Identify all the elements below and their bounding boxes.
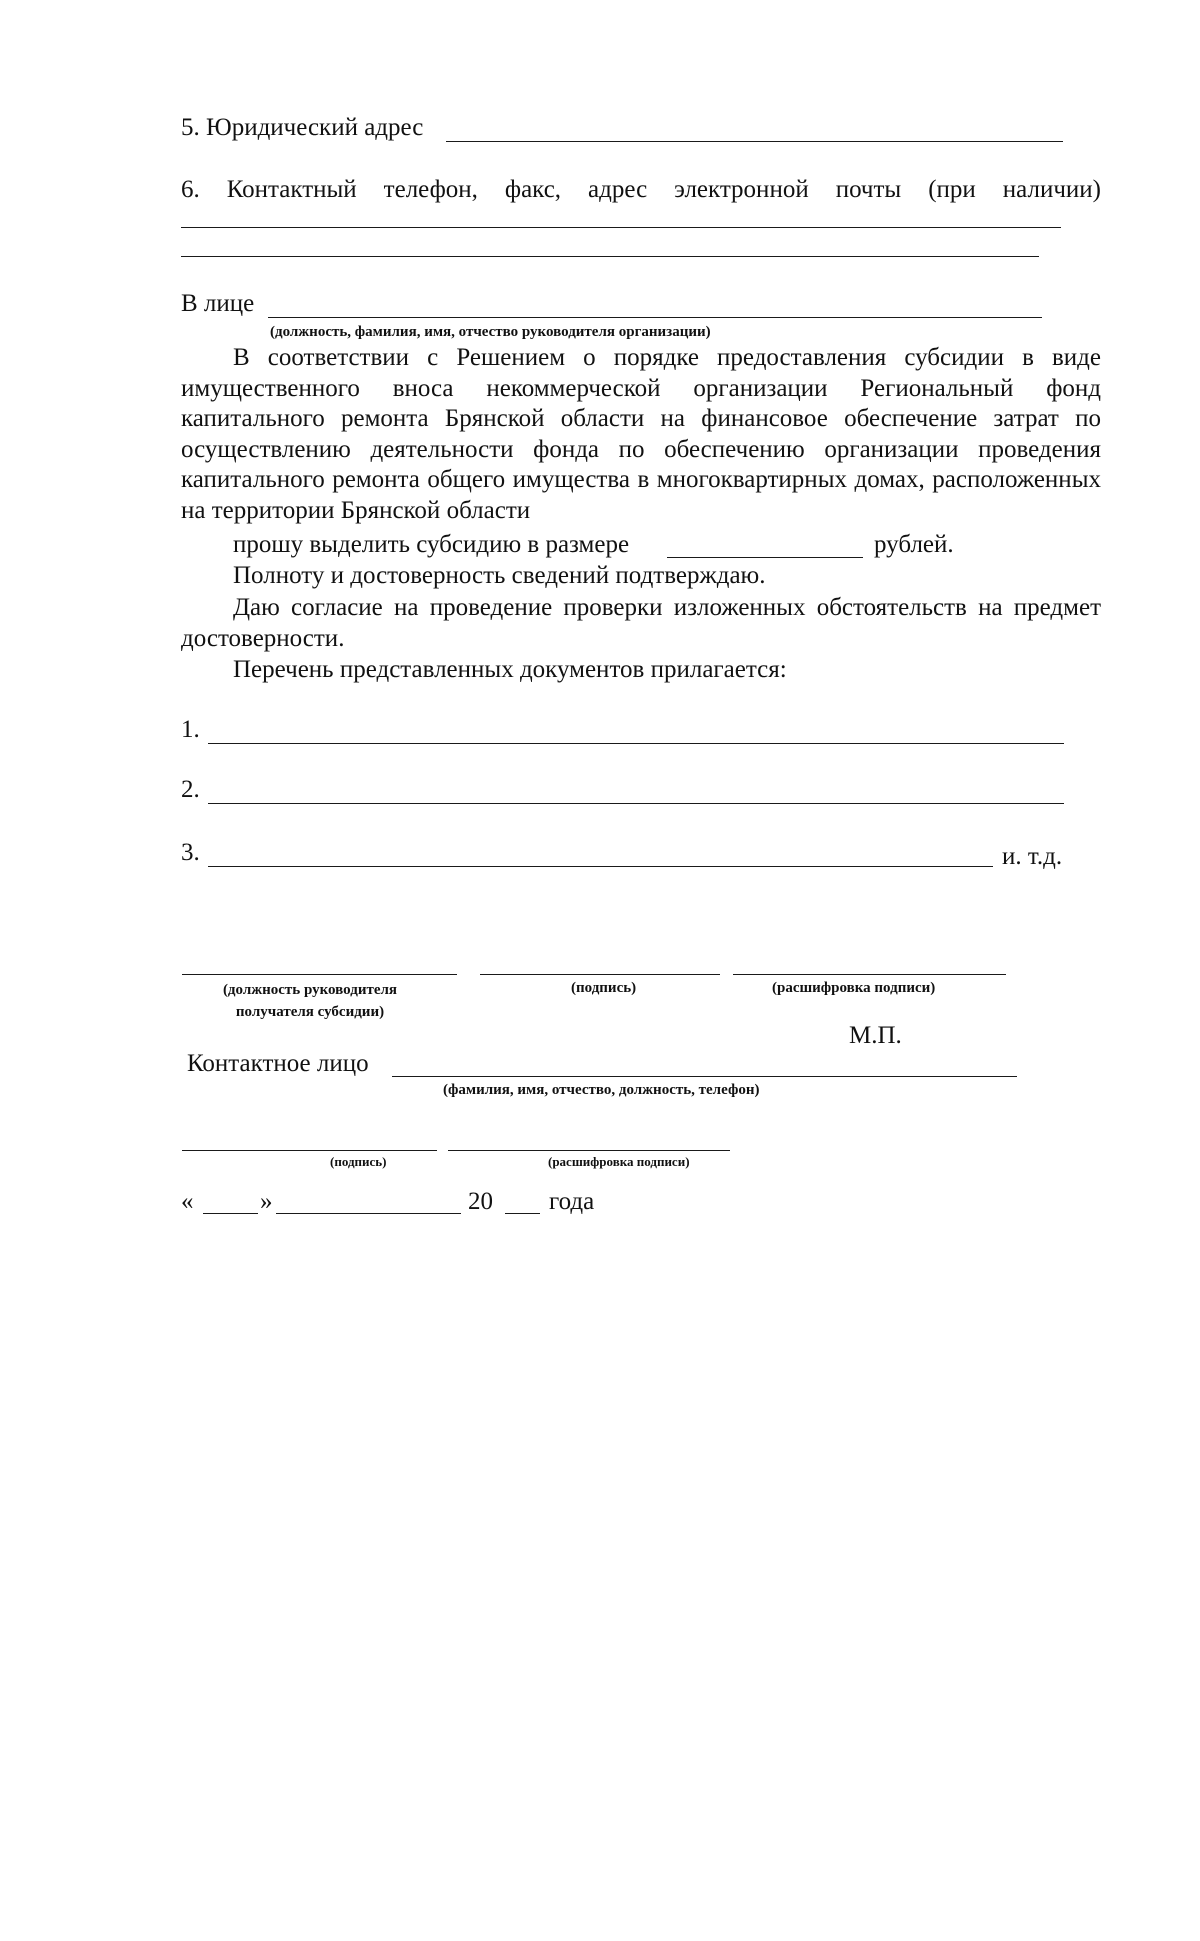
contact-signature-caption: (подпись) (330, 1154, 387, 1169)
legal-address-line (446, 141, 1063, 142)
amount-line (667, 557, 863, 558)
attachments-intro: Перечень представленных документов прилагается: (233, 656, 787, 683)
contact-decoding-caption: (расшифровка подписи) (548, 1154, 690, 1169)
request-prefix: прошу выделить субсидию в размере (233, 531, 630, 558)
signature-caption: (подпись) (571, 980, 637, 996)
date-year-line (505, 1213, 540, 1214)
legal-address-label: 5. Юридический адрес (181, 114, 424, 141)
decision-paragraph: В соответствии с Решением о порядке предоставления субсидии в виде имущественного вноса некоммерческой организации Региональный фонд капитального ремонта Брянской области на финансовое обеспечение затрат по осуществлению деятельности фонда по обеспечению организации проведения капитального ремонта общего имущества в многоквартирных домах, расположенных на территории Брянской области (181, 344, 1101, 524)
date-year-prefix: 20 (468, 1188, 493, 1215)
contact-signature-line (182, 1150, 437, 1151)
consent-paragraph: Даю согласие на проведение проверки изложенных обстоятельств на предмет достоверности. (181, 594, 1101, 652)
attachment-line-3 (208, 866, 993, 867)
contact-person-line (392, 1076, 1017, 1077)
date-day-line (203, 1213, 258, 1214)
contacts-label: 6. Контактный телефон, факс, адрес электронной почты (при наличии) (181, 176, 1101, 203)
contacts-line-2 (181, 256, 1039, 257)
contact-person-label: Контактное лицо (187, 1050, 369, 1077)
date-close-quote: » (260, 1188, 273, 1215)
attachment-number-1: 1. (181, 716, 200, 743)
date-open-quote: « (181, 1188, 194, 1215)
attachments-etc: и. т.д. (1002, 843, 1063, 870)
attachment-number-3: 3. (181, 839, 200, 866)
signature-line (480, 974, 720, 975)
position-caption: (должность руководителя получателя субсидии) (222, 982, 398, 1020)
seal-place: М.П. (849, 1022, 902, 1049)
attachment-number-2: 2. (181, 776, 200, 803)
attachment-line-1 (208, 743, 1064, 744)
represented-by-label: В лице (181, 290, 255, 317)
represented-by-line (268, 317, 1042, 318)
position-line (182, 974, 457, 975)
date-month-line (276, 1213, 461, 1214)
attachment-line-2 (208, 803, 1064, 804)
contact-person-caption: (фамилия, имя, отчество, должность, телефон) (443, 1082, 760, 1098)
request-suffix: рублей. (874, 531, 954, 558)
decoding-line (733, 974, 1006, 975)
contact-decoding-line (448, 1150, 730, 1151)
confirmation-text: Полноту и достоверность сведений подтверждаю. (233, 562, 766, 589)
decoding-caption: (расшифровка подписи) (772, 980, 936, 996)
contacts-line-1 (181, 227, 1061, 228)
date-year-suffix: года (549, 1188, 595, 1215)
represented-by-caption: (должность, фамилия, имя, отчество руководителя организации) (270, 324, 711, 340)
